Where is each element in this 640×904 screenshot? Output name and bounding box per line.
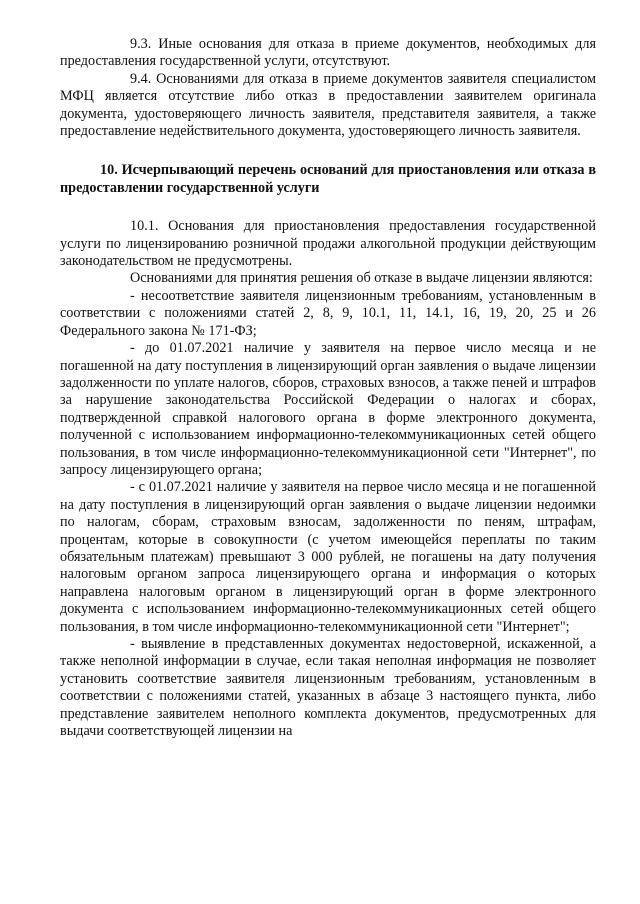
- list-item-unreliable-information: - выявление в представленных документах недостоверной, искаженной, а также неполной информации в случае, если такая неполная информация не позволяет установить соответствие заявителя лицензионным требованиям, установленным в соответствии с положениями статей, указанных в абзаце 3 настоящего пункта, либо представление заявителем неполного комплекта документов, предусмотренных для выдачи соответствующей лицензии на: [60, 636, 596, 740]
- section-heading-10: 10. Исчерпывающий перечень оснований для приостановления или отказа в предоставлении государственной услуги: [60, 162, 596, 196]
- document-page: [60, 36, 596, 740]
- list-item-tax-debt-before-2021: - до 01.07.2021 наличие у заявителя на первое число месяца и не погашенной на дату поступления в лицензирующий орган заявления о выдаче лицензии задолженности по уплате налогов, сборов, страховых взносов, а также пеней и штрафов за нарушение законодательства Российской Федерации о налогах и сборах, подтвержденной справкой налогового органа в форме электронного документа, полученной с использованием информационно-телекоммуникационных сетей общего пользования, в том числе информационно-телекоммуникационной сети "Интернет", по запросу лицензирующего органа;: [60, 340, 596, 478]
- list-item-license-requirements: - несоответствие заявителя лицензионным требованиям, установленным в соответствии с положениями статей 2, 8, 9, 10.1, 11, 14.1, 16, 19, 20, 25 и 26 Федерального закона № 171-ФЗ;: [60, 287, 596, 339]
- paragraph-9-4: 9.4. Основаниями для отказа в приеме документов заявителя специалистом МФЦ является отсутствие либо отказ в предоставлении заявителем оригинала документа, удостоверяющего личность заявителя, представителя заявителя, а также предоставление недействительного документа, удостоверяющего личность заявителя.: [60, 70, 596, 140]
- paragraph-10-1: 10.1. Основания для приостановления предоставления государственной услуги по лицензированию розничной продажи алкогольной продукции действующим законодательством не предусмотрены.: [60, 218, 596, 270]
- paragraph-refusal-grounds: Основаниями для принятия решения об отказе в выдаче лицензии являются:: [130, 270, 593, 287]
- list-item-tax-arrears-after-2021: - с 01.07.2021 наличие у заявителя на первое число месяца и не погашенной на дату поступления в лицензирующий орган заявления о выдаче лицензии недоимки по налогам, сборам, страховым взносам, задолженности по пеням, штрафам, процентам, которые в совокупности (с учетом имеющейся переплаты по таким обязательным платежам) превышают 3 000 рублей, не погашены на дату получения налоговым органом запроса лицензирующего органа и информация о которых направлена налоговым органом в лицензирующий орган в форме электронного документа с использованием информационно-телекоммуникационных сетей общего пользования, в том числе информационно-телекоммуникационной сети "Интернет";: [60, 479, 596, 635]
- paragraph-9-3: 9.3. Иные основания для отказа в приеме документов, необходимых для предоставления государственной услуги, отсутствуют.: [60, 36, 596, 70]
